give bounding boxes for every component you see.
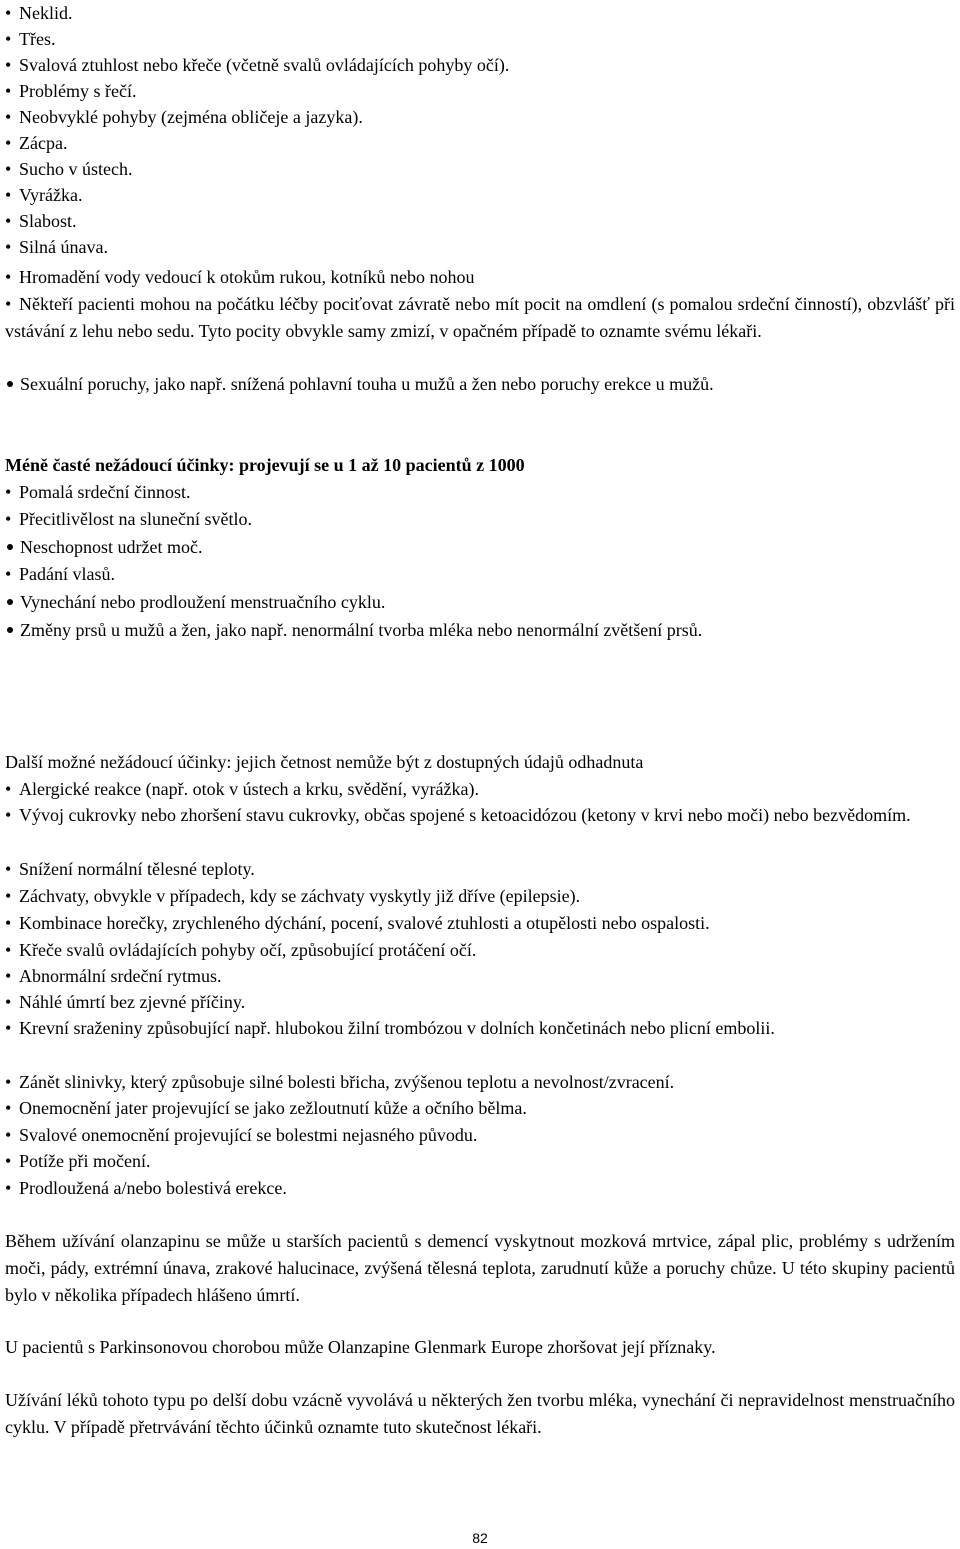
list-item-text: Vynechání nebo prodloužení menstruačního cyklu. bbox=[20, 592, 386, 612]
bullet-icon: • bbox=[5, 159, 12, 179]
list-item-text: Silná únava. bbox=[19, 237, 108, 257]
round-bullet-icon bbox=[7, 627, 13, 633]
section-heading: Další možné nežádoucí účinky: jejich četnost nemůže být z dostupných údajů odhadnuta bbox=[5, 752, 644, 772]
list-item-text: Padání vlasů. bbox=[19, 564, 115, 584]
bullet-icon: • bbox=[5, 564, 12, 584]
list-item bbox=[5, 26, 55, 52]
list-item-text: Křeče svalů ovládajících pohyby očí, způsobující protáčení očí. bbox=[19, 940, 477, 960]
list-item bbox=[5, 856, 255, 882]
bullet-icon: • bbox=[5, 913, 12, 933]
list-item bbox=[5, 1069, 674, 1095]
list-item-text: Abnormální srdeční rytmus. bbox=[19, 966, 222, 986]
list-item-text: Svalová ztuhlost nebo křeče (včetně svalů ovládajících pohyby očí). bbox=[19, 55, 510, 75]
list-item-text: Neklid. bbox=[19, 3, 73, 23]
list-item bbox=[5, 506, 252, 532]
list-item bbox=[5, 264, 474, 290]
list-item-text: Hromadění vody vedoucí k otokům rukou, kotníků nebo nohou bbox=[19, 267, 475, 287]
list-item-text: Sucho v ústech. bbox=[19, 159, 133, 179]
bullet-icon: • bbox=[5, 29, 12, 49]
list-item-text: Problémy s řečí. bbox=[19, 81, 137, 101]
bullet-icon: • bbox=[5, 509, 12, 529]
list-item-text: Vyrážka. bbox=[19, 185, 83, 205]
list-item-text: Zácpa. bbox=[19, 133, 68, 153]
bullet-icon: • bbox=[5, 81, 12, 101]
list-item-text: Náhlé úmrtí bez zjevné příčiny. bbox=[19, 992, 246, 1012]
list-item-text: Potíže při močení. bbox=[19, 1151, 151, 1171]
round-bullet-icon bbox=[7, 381, 13, 387]
list-item bbox=[5, 1175, 287, 1201]
list-item-text: Prodloužená a/nebo bolestivá erekce. bbox=[19, 1178, 287, 1198]
bullet-icon: • bbox=[5, 859, 12, 879]
list-item bbox=[5, 130, 67, 156]
list-item bbox=[5, 534, 202, 560]
list-item bbox=[5, 208, 77, 234]
paragraph-text: Někteří pacienti mohou na počátku léčby pociťovat závratě nebo mít pocit na omdlení (s pomalou srdeční činností), obzvlášť při vstávání z lehu nebo sedu. Tyto pocity obvykle samy zmizí, v opačném případě to oznamte svému lékaři. bbox=[5, 294, 955, 341]
bullet-icon: • bbox=[5, 805, 12, 825]
bullet-icon: • bbox=[5, 1018, 12, 1038]
dizziness-paragraph bbox=[5, 291, 955, 345]
list-item-text: Třes. bbox=[19, 29, 56, 49]
list-item bbox=[5, 1122, 477, 1148]
bullet-icon: • bbox=[5, 211, 12, 231]
bullet-icon: • bbox=[5, 107, 12, 127]
list-item-text: Slabost. bbox=[19, 211, 77, 231]
list-item bbox=[5, 561, 115, 587]
list-item-text: Alergické reakce (např. otok v ústech a krku, svědění, vyrážka). bbox=[19, 779, 479, 799]
list-item bbox=[5, 78, 136, 104]
list-item bbox=[5, 589, 385, 615]
bullet-icon: • bbox=[5, 3, 12, 23]
list-item-text: Neschopnost udržet moč. bbox=[20, 537, 203, 557]
list-item bbox=[5, 371, 714, 397]
list-item-text: Snížení normální tělesné teploty. bbox=[19, 859, 255, 879]
list-item bbox=[5, 182, 82, 208]
elderly-paragraph: Během užívání olanzapinu se může u starších pacientů s demencí vyskytnout mozková mrtvice, zápal plic, problémy s udržením moči, pády, extrémní únava, zrakové halucinace, zvýšená tělesná teplota, zarudnutí kůže a poruchy chůze. U této skupiny pacientů bylo v několika případech hlášeno úmrtí. bbox=[5, 1231, 955, 1305]
bullet-icon: • bbox=[5, 1178, 12, 1198]
list-item-text: Krevní sraženiny způsobující např. hlubokou žilní trombózou v dolních končetinách nebo plicní embolii. bbox=[19, 1018, 775, 1038]
list-item bbox=[5, 883, 580, 909]
list-item bbox=[5, 910, 710, 936]
list-item bbox=[5, 963, 221, 989]
list-item-text: Záchvaty, obvykle v případech, kdy se záchvaty vyskytly již dříve (epilepsie). bbox=[19, 886, 581, 906]
bullet-icon: • bbox=[5, 1098, 12, 1118]
page-number: 82 bbox=[472, 1530, 488, 1546]
list-item-text: Zánět slinivky, který způsobuje silné bolesti břicha, zvýšenou teplotu a nevolnost/zvracení. bbox=[19, 1072, 675, 1092]
list-item bbox=[5, 479, 190, 505]
bullet-icon: • bbox=[5, 1151, 12, 1171]
list-item bbox=[5, 156, 132, 182]
list-item bbox=[5, 802, 955, 829]
round-bullet-icon bbox=[7, 599, 13, 605]
bullet-icon: • bbox=[5, 1125, 12, 1145]
bullet-icon: • bbox=[5, 267, 12, 287]
list-item bbox=[5, 1015, 955, 1042]
list-item-text: Svalové onemocnění projevující se bolestmi nejasného původu. bbox=[19, 1125, 478, 1145]
list-item bbox=[5, 989, 245, 1015]
list-item-text: Kombinace horečky, zrychleného dýchání, pocení, svalové ztuhlosti a otupělosti nebo ospalosti. bbox=[19, 913, 710, 933]
bullet-icon: • bbox=[5, 1072, 12, 1092]
bullet-icon: • bbox=[5, 940, 12, 960]
bullet-icon: • bbox=[5, 886, 12, 906]
bullet-icon: • bbox=[5, 966, 12, 986]
parkinson-paragraph: U pacientů s Parkinsonovou chorobou může Olanzapine Glenmark Europe zhoršovat její příznaky. bbox=[5, 1337, 716, 1357]
list-item-text: Pomalá srdeční činnost. bbox=[19, 482, 191, 502]
bullet-icon: • bbox=[5, 55, 12, 75]
list-item-text: Onemocnění jater projevující se jako zežloutnutí kůže a očního bělma. bbox=[19, 1098, 527, 1118]
list-item-text: Změny prsů u mužů a žen, jako např. nenormální tvorba mléka nebo nenormální zvětšení prsů. bbox=[20, 620, 703, 640]
list-item bbox=[5, 234, 108, 260]
round-bullet-icon bbox=[7, 544, 13, 550]
list-item bbox=[5, 937, 476, 963]
list-item bbox=[5, 617, 702, 643]
section-heading: Méně časté nežádoucí účinky: projevují se u 1 až 10 pacientů z 1000 bbox=[5, 455, 525, 475]
list-item-text: Neobvyklé pohyby (zejména obličeje a jazyka). bbox=[19, 107, 363, 127]
list-item bbox=[5, 52, 509, 78]
bullet-icon: • bbox=[5, 133, 12, 153]
bullet-icon: • bbox=[5, 992, 12, 1012]
list-item bbox=[5, 0, 73, 26]
list-item bbox=[5, 776, 479, 802]
bullet-icon: • bbox=[5, 237, 12, 257]
bullet-icon: • bbox=[5, 294, 12, 314]
bullet-icon: • bbox=[5, 482, 12, 502]
list-item bbox=[5, 1148, 150, 1174]
bullet-icon: • bbox=[5, 185, 12, 205]
list-item-text: Vývoj cukrovky nebo zhoršení stavu cukrovky, občas spojené s ketoacidózou (ketony v krvi nebo moči) nebo bezvědomím. bbox=[19, 805, 911, 825]
list-item bbox=[5, 104, 363, 130]
list-item-text: Sexuální poruchy, jako např. snížená pohlavní touha u mužů a žen nebo poruchy erekce u mužů. bbox=[20, 374, 714, 394]
bullet-icon: • bbox=[5, 779, 12, 799]
list-item bbox=[5, 1095, 527, 1121]
long-term-paragraph: Užívání léků tohoto typu po delší dobu vzácně vyvolává u některých žen tvorbu mléka, vynechání či nepravidelnost menstruačního cyklu. V případě přetrvávání těchto účinků oznamte tuto skutečnost lékaři. bbox=[5, 1390, 955, 1437]
list-item-text: Přecitlivělost na sluneční světlo. bbox=[19, 509, 252, 529]
